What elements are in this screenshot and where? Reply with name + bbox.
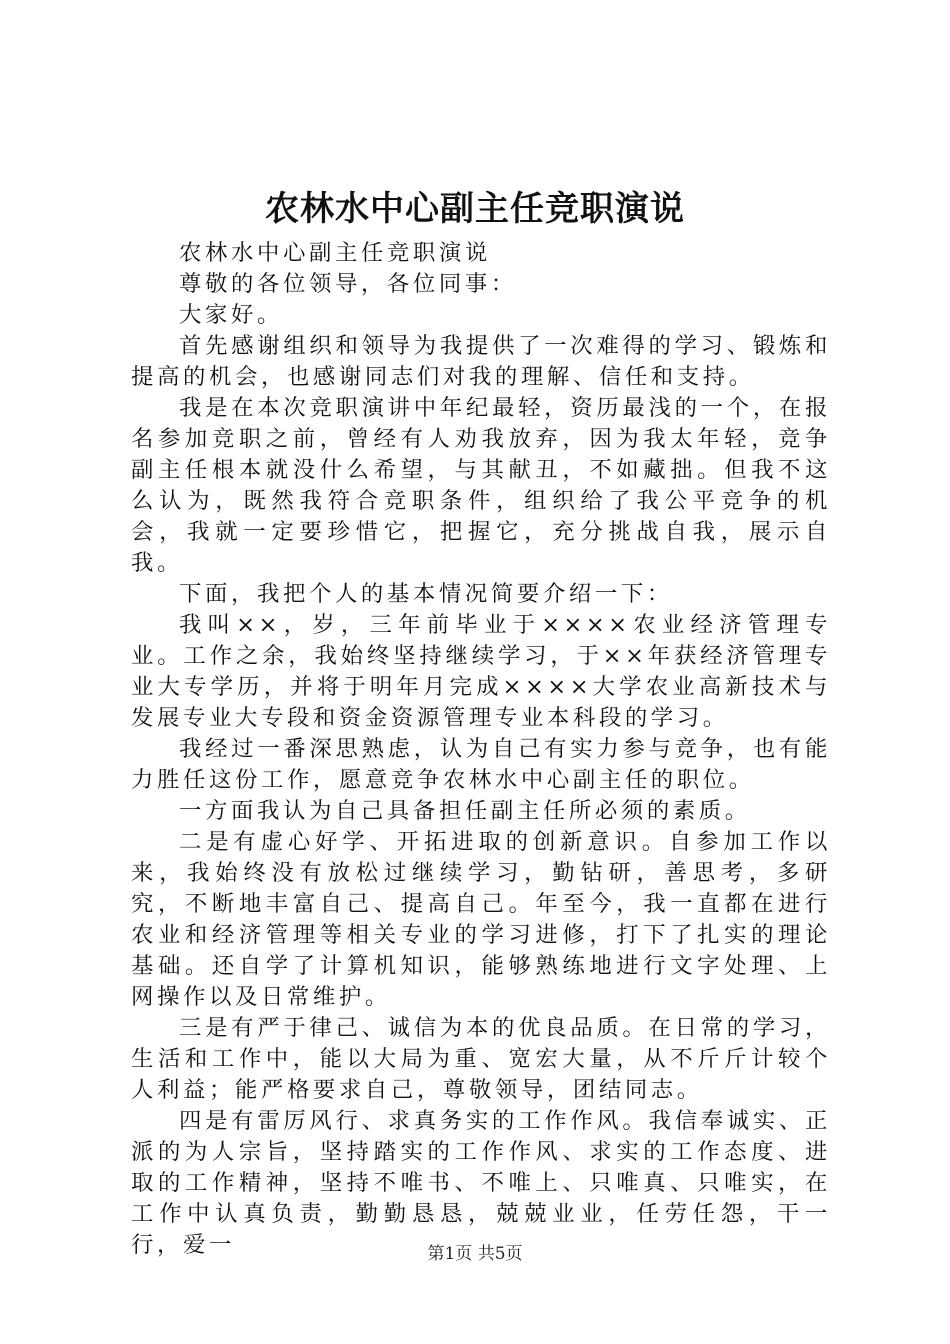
document-body — [131, 238, 831, 1261]
paragraph: 三是有严于律己、诚信为本的优良品质。在日常的学习，生活和工作中，能以大局为重、宽宏大量，从不斤斤计较个人利益；能严格要求自己，尊敬领导，团结同志。 — [131, 1015, 831, 1103]
paragraph: 首先感谢组织和领导为我提供了一次难得的学习、锻炼和提高的机会，也感谢同志们对我的理解、信任和支持。 — [131, 333, 831, 390]
document-title: 农林水中心副主任竞职演说 — [265, 189, 685, 229]
paragraph: 尊敬的各位领导，各位同事： — [179, 271, 517, 297]
paragraph: 我叫××，岁，三年前毕业于××××农业经济管理专业。工作之余，我始终坚持继续学习，于××年获经济管理专业大专学历，并将于明年月完成××××大学农业高新技术与发展专业大专段和资金资源管理专业本科段的学习。 — [131, 612, 831, 731]
paragraph: 大家好。 — [179, 302, 283, 328]
paragraph: 我是在本次竞职演讲中年纪最轻，资历最浅的一个，在报名参加竞职之前，曾经有人劝我放弃，因为我太年轻，竞争副主任根本就没什么希望，与其献丑，不如藏拙。但我不这么认为，既然我符合竞职条件，组织给了我公平竞争的机会，我就一定要珍惜它，把握它，充分挑战自我，展示自我。 — [131, 395, 831, 576]
paragraph: 二是有虚心好学、开拓进取的创新意识。自参加工作以来，我始终没有放松过继续学习，勤钻研，善思考，多研究，不断地丰富自己、提高自己。年至今，我一直都在进行农业和经济管理等相关专业的学习进修，打下了扎实的理论基础。还自学了计算机知识，能够熟练地进行文字处理、上网操作以及日常维护。 — [131, 829, 831, 1010]
paragraph: 下面，我把个人的基本情况简要介绍一下： — [179, 581, 673, 607]
paragraph: 农林水中心副主任竞职演说 — [179, 240, 491, 266]
paragraph: 一方面我认为自己具备担任副主任所必须的素质。 — [179, 798, 751, 824]
paragraph: 四是有雷厉风行、求真务实的工作作风。我信奉诚实、正派的为人宗旨，坚持踏实的工作作风、求实的工作态度、进取的工作精神，坚持不唯书、不唯上、只唯真、只唯实，在工作中认真负责，勤勤恳恳，兢兢业业，任劳任怨，干一行，爱一 — [131, 1108, 831, 1258]
paragraph: 我经过一番深思熟虑，认为自己有实力参与竞争，也有能力胜任这份工作，愿意竞争农林水中心副主任的职位。 — [131, 736, 831, 793]
page-footer: 第1页 共5页 — [427, 1244, 523, 1264]
